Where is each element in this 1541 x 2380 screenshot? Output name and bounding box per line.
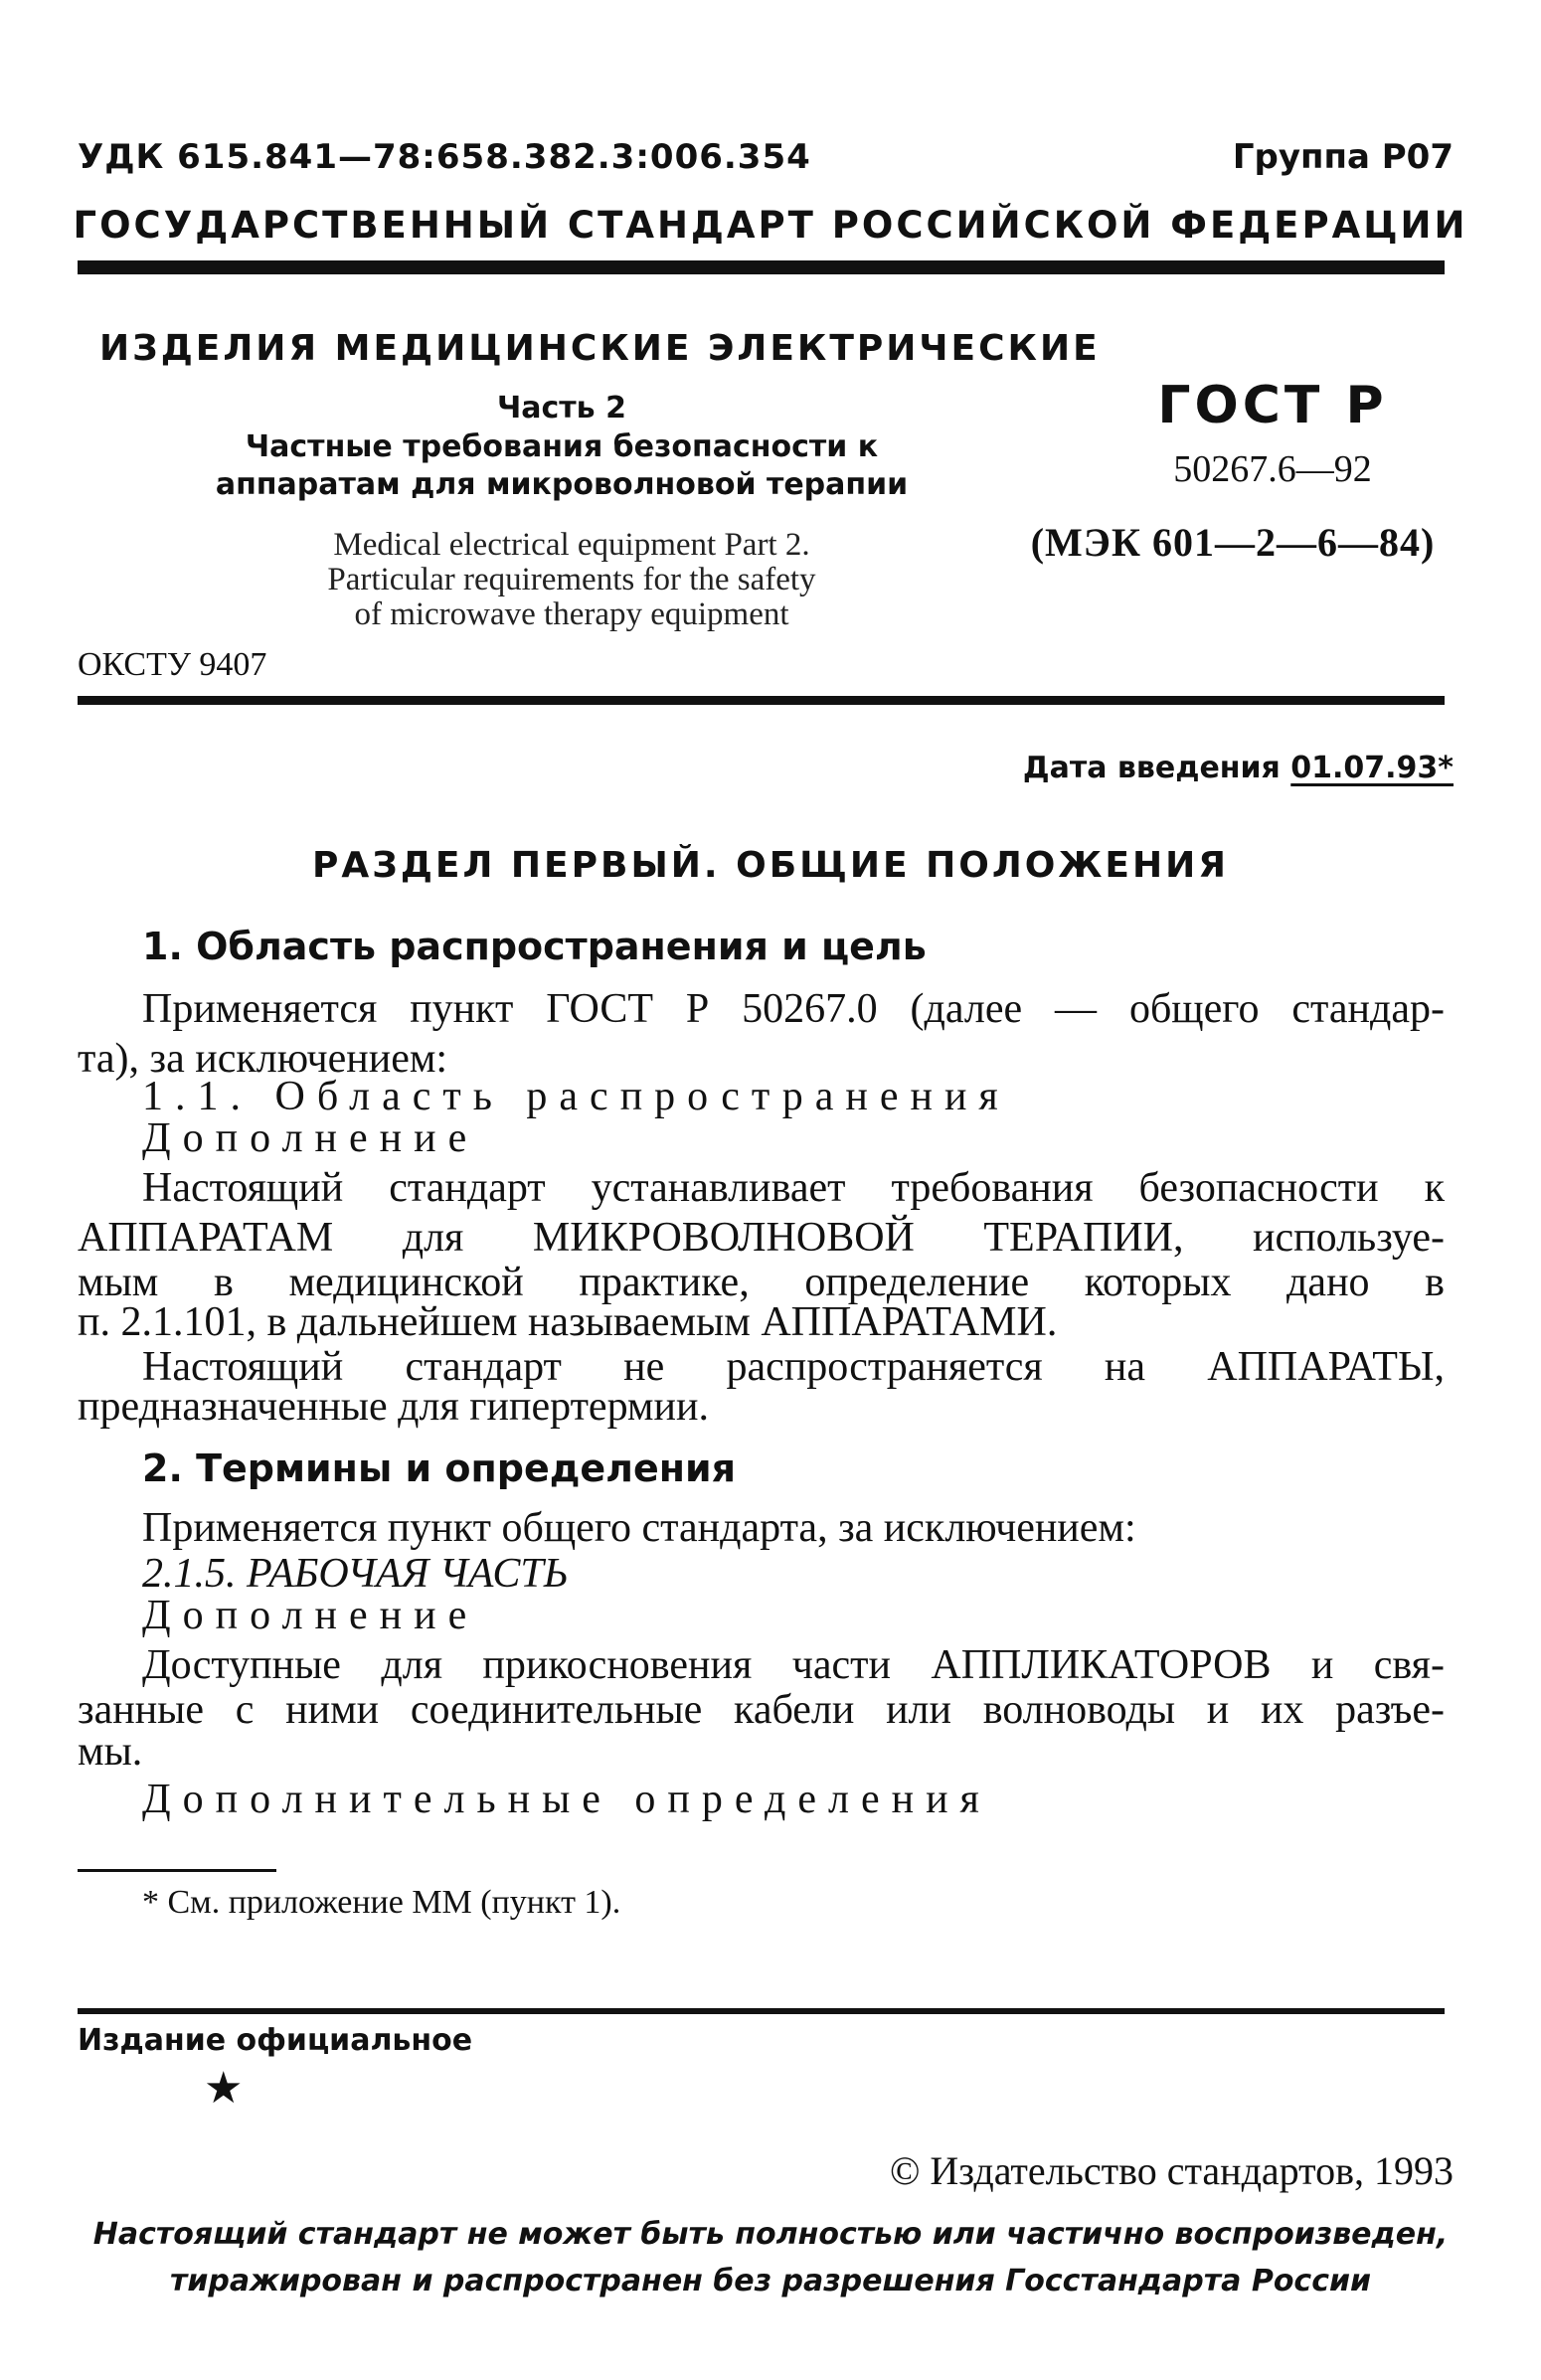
- footnote-rule: [78, 1869, 276, 1872]
- clause-2-heading: 2. Термины и определения: [142, 1446, 737, 1490]
- clause-1-p1-line-2: АППАРАТАМ для МИКРОВОЛНОВОЙ ТЕРАПИИ, используе-: [78, 1215, 1445, 1261]
- en-subtitle-line-1: Medical electrical equipment Part 2.: [333, 527, 810, 563]
- clause-1-addition: Дополнение: [142, 1115, 479, 1161]
- clause-2-addition: Дополнение: [142, 1593, 479, 1638]
- introduction-date: [1023, 751, 1454, 785]
- clause-2-p1-line-1: Доступные для прикосновения части АППЛИКАТОРОВ и свя-: [142, 1642, 1445, 1688]
- header-rule: [78, 260, 1445, 274]
- date-value: 01.07.93*: [1290, 751, 1454, 785]
- clause-2-1-5-heading: 2.1.5. РАБОЧАЯ ЧАСТЬ: [142, 1551, 569, 1597]
- ru-subtitle-line-1: Частные требования безопасности к: [245, 429, 879, 464]
- okstu-code: ОКСТУ 9407: [78, 646, 267, 683]
- clause-1-p2-line-2: предназначенные для гипертермии.: [78, 1384, 709, 1430]
- clause-1-line-2: та), за исключением:: [78, 1036, 448, 1082]
- clause-2-line-1: Применяется пункт общего стандарта, за исключением:: [142, 1505, 1136, 1551]
- copyright-line: © Издательство стандартов, 1993: [889, 2148, 1454, 2193]
- star-icon: ★: [204, 2064, 244, 2113]
- clause-2-additional-definitions: Дополнительные определения: [142, 1777, 991, 1822]
- copyright-notice-line-1: Настоящий стандарт не может быть полностью или частично воспроизведен,: [92, 2217, 1449, 2252]
- date-label: Дата введения: [1022, 751, 1291, 785]
- state-standard-title: ГОСУДАРСТВЕННЫЙ СТАНДАРТ РОССИЙСКОЙ ФЕДЕРАЦИИ: [73, 204, 1468, 247]
- ru-subtitle-line-2: аппаратам для микроволновой терапии: [215, 467, 909, 502]
- en-subtitle-line-2: Particular requirements for the safety: [327, 562, 816, 597]
- gost-number: 50267.6—92: [1173, 448, 1372, 490]
- clause-2-p1-line-2: занные с ними соединительные кабели или волноводы и их разъе-: [78, 1687, 1445, 1733]
- clause-1-p2-line-1: Настоящий стандарт не распространяется на АППАРАТЫ,: [142, 1344, 1445, 1390]
- title-rule: [78, 696, 1445, 705]
- part-label: Часть 2: [497, 391, 626, 425]
- section-heading: РАЗДЕЛ ПЕРВЫЙ. ОБЩИЕ ПОЛОЖЕНИЯ: [312, 845, 1229, 886]
- gost-title: ГОСТ Р: [1157, 376, 1388, 435]
- footer-rule: [78, 2008, 1445, 2014]
- clause-1-p1-line-4: п. 2.1.101, в дальнейшем называемым АППАРАТАМИ.: [78, 1299, 1058, 1345]
- edition-label: Издание официальное: [78, 2023, 473, 2058]
- clause-1-line-1: Применяется пункт ГОСТ Р 50267.0 (далее — общего стандар-: [142, 986, 1445, 1032]
- footnote: * См. приложение ММ (пункт 1).: [142, 1884, 621, 1921]
- en-subtitle-line-3: of microwave therapy equipment: [354, 596, 789, 632]
- udk-code: УДК 615.841—78:658.382.3:006.354: [78, 137, 811, 177]
- group-code: Группа Р07: [1232, 137, 1454, 177]
- product-title: ИЗДЕЛИЯ МЕДИЦИНСКИЕ ЭЛЕКТРИЧЕСКИЕ: [99, 328, 1101, 369]
- clause-1-p1-line-1: Настоящий стандарт устанавливает требования безопасности к: [142, 1165, 1445, 1211]
- iec-number: (МЭК 601—2—6—84): [1030, 520, 1436, 565]
- clause-1-1-heading: 1.1. Область распространения: [142, 1074, 1010, 1119]
- copyright-notice-line-2: тиражирован и распространен без разрешения Госстандарта России: [169, 2264, 1372, 2298]
- clause-2-p1-line-3: мы.: [78, 1729, 143, 1775]
- clause-1-heading: 1. Область распространения и цель: [142, 925, 927, 968]
- clause-1-p1-line-3: мым в медицинской практике, определение которых дано в: [78, 1260, 1445, 1305]
